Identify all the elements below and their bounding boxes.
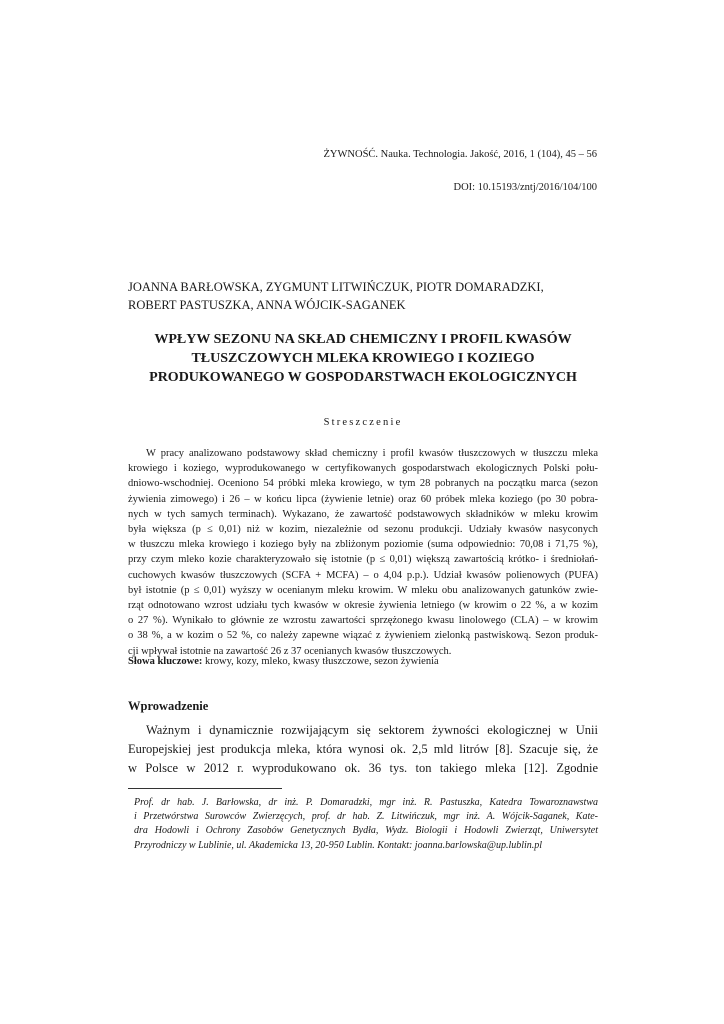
abstract-line: była większa (p ≤ 0,01) niż w kozim, niezależnie od sezonu produkcji. Udziały kwasów nasyconych [128,524,598,536]
paper-title [128,330,598,387]
footnote-line: dra Hodowli i Ochrony Zasobów Genetycznych Bydła, Wydz. Biologii i Hodowli Zwierząt, Uniwersytet [134,825,598,837]
abstract-line: cuchowych kwasów tłuszczowych (SCFA + MCFA) – o 4,04 p.p.). Udział kwasów polienowych (PUFA) [128,569,598,581]
author-list [128,278,598,314]
abstract-line: nych w tych samych terminach). Wykazano, że zawartość podstawowych składników w mleku krowim [128,508,598,520]
intro-line: Europejskiej jest produkcja mleka, która wynosi ok. 2,5 mld litrów [8]. Szacuje się, że [128,742,598,756]
doi: DOI: 10.15193/zntj/2016/104/100 [453,182,597,193]
introduction-body [128,721,598,778]
abstract-line: W pracy analizowano podstawowy skład chemiczny i profil kwasów tłuszczowych w tłuszczu mleka [146,448,598,459]
abstract-line: cji wpływał istotnie na zawartość 26 z 37 ocenianych kwasów tłuszczowych. [128,645,452,657]
abstract-line: krowiego i koziego, wyprodukowanego w certyfikowanych gospodarstwach ekologicznych Polski połu- [128,463,598,475]
title-line: PRODUKOWANEGO W GOSPODARSTWACH EKOLOGICZNYCH [149,370,577,385]
intro-line: w Polsce w 2012 r. wyprodukowano ok. 36 tys. ton takiego mleka [12]. Zgodnie [128,761,598,775]
abstract-body [128,446,598,659]
footnote-line: i Przetwórstwa Surowców Zwierzęcych, prof. dr hab. Z. Litwińczuk, mgr inż. A. Wójcik-Saganek, Kate- [134,811,598,823]
keywords-text: krowy, kozy, mleko, kwasy tłuszczowe, sezon żywienia [202,656,439,667]
abstract-line: przy czym mleko kozie charakteryzowało się istotnie (p ≤ 0,01) większą zawartością krótko- i średniołań- [128,554,598,566]
abstract-line: w tłuszczu mleka krowiego i koziego były na zbliżonym poziomie (suma odpowiednio: 70,08 i 71,75 %), [128,539,598,551]
title-line: WPŁYW SEZONU NA SKŁAD CHEMICZNY I PROFIL KWASÓW [154,332,572,347]
author-line: ROBERT PASTUSZKA, ANNA WÓJCIK-SAGANEK [128,298,406,312]
footnote-line: Prof. dr hab. J. Barłowska, dr inż. P. Domaradzki, mgr inż. R. Pastuszka, Katedra Towaroznawstwa [134,797,598,808]
abstract-line: dniowo-wschodniej. Oceniono 54 próbki mleka krowiego, w tym 28 pobranych na początku marca (sezon [128,478,598,490]
abstract-line: żywienia zimowego) i 26 – w końcu lipca (żywienie letnie) oraz 60 próbek mleka koziego (po 30 pobra- [128,493,598,505]
title-line: TŁUSZCZOWYCH MLEKA KROWIEGO I KOZIEGO [191,351,535,366]
keywords-label: Słowa kluczowe: [128,656,203,667]
abstract-line: był istotnie (p ≤ 0,01) wyższy w ocenianym mleku krowim. W mleku obu analizowanych gatunków zwie- [128,584,598,596]
abstract-line: o 27 %). Wynikało to głównie ze wzrostu zawartości sprzężonego kwasu linolowego (CLA) – w krowim [128,615,598,627]
keywords [128,656,598,667]
author-affiliation-footnote [134,796,598,853]
abstract-heading: Streszczenie [323,417,403,428]
footnote-rule [128,788,282,789]
section-heading-introduction: Wprowadzenie [128,699,209,713]
abstract-line: o 38 %, a w kozim o 52 %, co należy zapewne wiązać z żywieniem zielonką pastwiskową. Sezon produk- [128,630,598,642]
intro-line: Ważnym i dynamicznie rozwijającym się sektorem żywności ekologicznej w Unii [146,723,598,737]
abstract-line: rząt odnotowano wzrost udziału tych kwasów w okresie żywienia letniego (w krowim o 22 %, a w kozim [128,600,598,612]
author-line: JOANNA BARŁOWSKA, ZYGMUNT LITWIŃCZUK, PIOTR DOMARADZKI, [128,280,544,294]
footnote-line: Przyrodniczy w Lublinie, ul. Akademicka 13, 20-950 Lublin. Kontakt: joanna.barlowska@up.lublin.pl [134,839,543,851]
journal-header: ŻYWNOŚĆ. Nauka. Technologia. Jakość, 2016, 1 (104), 45 – 56 [323,149,597,160]
